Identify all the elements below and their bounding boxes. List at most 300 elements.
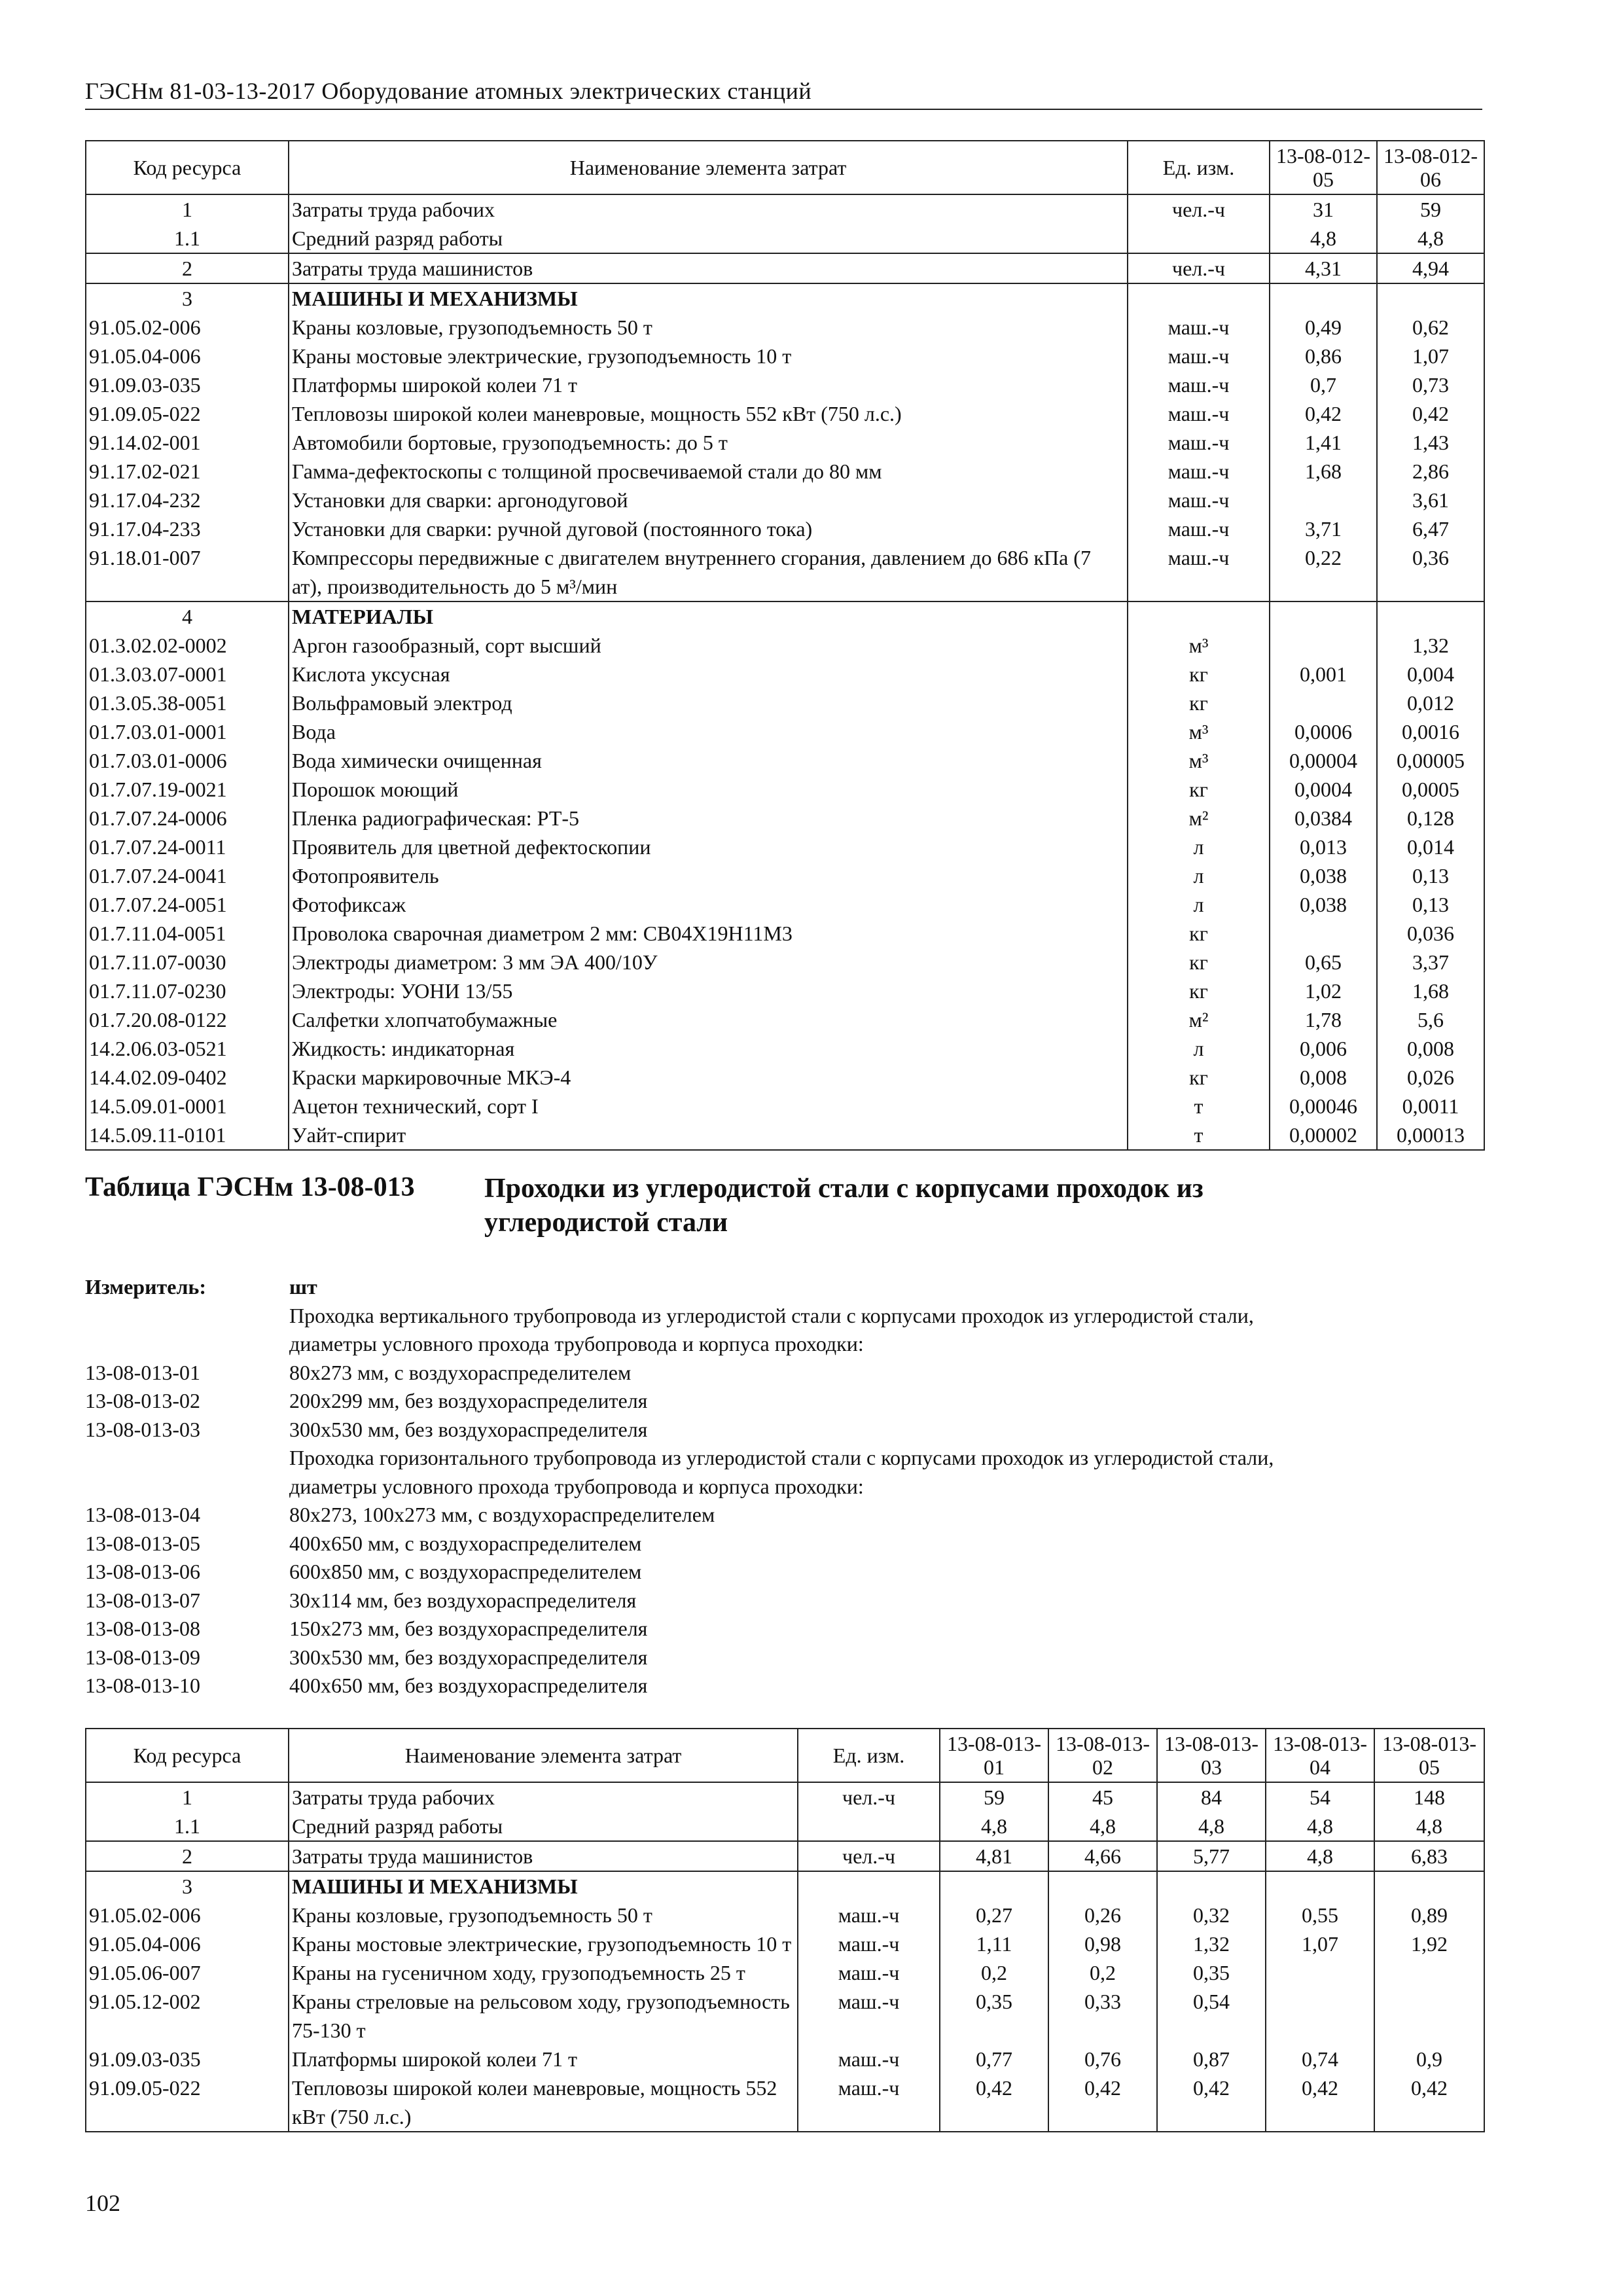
table-row	[86, 948, 1484, 977]
resource-name: МАТЕРИАЛЫ	[289, 601, 1128, 631]
norm-value: 0,35	[1157, 1958, 1266, 1987]
table-row	[86, 1121, 1484, 1150]
resource-name: Аргон газообразный, сорт высший	[289, 631, 1128, 660]
resource-code: 91.17.04-232	[86, 486, 289, 514]
measure-line	[85, 1416, 1492, 1444]
norm-value: 0,22	[1270, 543, 1377, 601]
norm-value: 0,2	[1048, 1958, 1157, 1987]
resource-unit: л	[1128, 1034, 1270, 1063]
norm-code: 13-08-013-03	[85, 1417, 200, 1441]
resource-name: Краны стреловые на рельсовом ходу, грузоподъемность 75-130 т	[289, 1987, 798, 2045]
norm-value: 4,8	[940, 1812, 1048, 1841]
norm-value: 0,036	[1377, 919, 1484, 948]
table-row	[86, 833, 1484, 861]
resource-code: 01.7.07.24-0051	[86, 890, 289, 919]
resource-unit	[1128, 283, 1270, 313]
norm-value: 0,0011	[1377, 1092, 1484, 1121]
norm-value: 0,008	[1270, 1063, 1377, 1092]
table-row	[86, 601, 1484, 631]
page-number: 102	[85, 2190, 120, 2216]
col-header-code: Код ресурса	[86, 141, 289, 194]
resource-unit	[798, 1812, 940, 1841]
norm-value: 0,42	[1270, 399, 1377, 428]
norm-value: 0,33	[1048, 1987, 1157, 2045]
norm-value: 0,65	[1270, 948, 1377, 977]
resource-unit: маш.-ч	[1128, 457, 1270, 486]
norm-value: 0,0006	[1270, 717, 1377, 746]
resource-code: 91.05.02-006	[86, 313, 289, 342]
page-header: ГЭСНм 81-03-13-2017 Оборудование атомных электрических станций	[85, 77, 1482, 110]
resource-code: 91.09.05-022	[86, 399, 289, 428]
resource-code: 01.7.07.19-0021	[86, 775, 289, 804]
norm-value: 0,013	[1270, 833, 1377, 861]
measure-unit: шт	[289, 1275, 317, 1299]
resource-name: Кислота уксусная	[289, 660, 1128, 689]
resource-code: 01.7.07.24-0006	[86, 804, 289, 833]
table-row	[86, 861, 1484, 890]
table-row	[86, 1841, 1484, 1871]
resource-unit: маш.-ч	[798, 1958, 940, 1987]
norm-value: 31	[1270, 194, 1377, 224]
resource-name: МАШИНЫ И МЕХАНИЗМЫ	[289, 283, 1128, 313]
norm-value: 0,001	[1270, 660, 1377, 689]
resource-unit: маш.-ч	[1128, 543, 1270, 601]
table-row	[86, 717, 1484, 746]
norm-code: 13-08-013-06	[85, 1560, 200, 1583]
resource-code: 01.7.07.24-0041	[86, 861, 289, 890]
norm-value	[1377, 283, 1484, 313]
resource-code: 3	[86, 283, 289, 313]
norm-description: Проходка вертикального трубопровода из углеродистой стали с корпусами проходок из углеродистой стали,	[289, 1303, 1254, 1327]
measure-line	[85, 1558, 1492, 1587]
resource-code: 91.09.05-022	[86, 2073, 289, 2132]
norm-value: 0,026	[1377, 1063, 1484, 1092]
norm-value: 0,42	[940, 2073, 1048, 2132]
norm-value: 2,86	[1377, 457, 1484, 486]
norm-value: 1,92	[1374, 1929, 1484, 1958]
resource-unit: маш.-ч	[798, 2045, 940, 2073]
resource-unit: м²	[1128, 804, 1270, 833]
norm-value: 1,07	[1377, 342, 1484, 370]
norm-value: 0,35	[940, 1987, 1048, 2045]
col-header-norm-4: 13-08-013-04	[1266, 1729, 1374, 1782]
norm-description: 80х273, 100х273 мм, с воздухораспределителем	[289, 1503, 715, 1526]
norm-value: 0,86	[1270, 342, 1377, 370]
resource-unit: м³	[1128, 717, 1270, 746]
resource-name: Фотофиксаж	[289, 890, 1128, 919]
norm-value: 1,78	[1270, 1005, 1377, 1034]
resource-unit: л	[1128, 861, 1270, 890]
resource-code: 01.7.11.04-0051	[86, 919, 289, 948]
resource-code: 91.05.04-006	[86, 1929, 289, 1958]
resource-unit: л	[1128, 890, 1270, 919]
table-row	[86, 1987, 1484, 2045]
measure-line	[85, 1359, 1492, 1388]
resource-name: Вода	[289, 717, 1128, 746]
resource-unit: м²	[1128, 1005, 1270, 1034]
table-title: Проходки из углеродистой стали с корпусами проходок из углеродистой стали	[484, 1174, 1204, 1238]
resource-name: Порошок моющий	[289, 775, 1128, 804]
resource-code: 91.05.06-007	[86, 1958, 289, 1987]
norm-value: 1,32	[1377, 631, 1484, 660]
table-row	[86, 689, 1484, 717]
table-row	[86, 1812, 1484, 1841]
norm-code: 13-08-013-05	[85, 1531, 200, 1555]
resource-name: Тепловозы широкой колеи маневровые, мощность 552 кВт (750 л.с.)	[289, 399, 1128, 428]
norm-description: Проходка горизонтального трубопровода из углеродистой стали с корпусами проходок из углеродистой стали,	[289, 1446, 1274, 1469]
resource-unit: кг	[1128, 660, 1270, 689]
norm-value: 3,61	[1377, 486, 1484, 514]
norm-value: 0,00013	[1377, 1121, 1484, 1150]
table-row	[86, 1871, 1484, 1901]
norm-value: 6,83	[1374, 1841, 1484, 1871]
norm-value: 0,98	[1048, 1929, 1157, 1958]
norm-value	[1374, 1958, 1484, 1987]
norm-value: 0,42	[1048, 2073, 1157, 2132]
norm-value: 0,038	[1270, 890, 1377, 919]
resource-code: 01.3.03.07-0001	[86, 660, 289, 689]
resource-name: Платформы широкой колеи 71 т	[289, 370, 1128, 399]
table-row	[86, 2073, 1484, 2132]
resource-unit	[1128, 601, 1270, 631]
norm-value: 4,8	[1270, 224, 1377, 253]
resource-name: Проволока сварочная диаметром 2 мм: СВ04Х19Н11М3	[289, 919, 1128, 948]
table-row	[86, 919, 1484, 948]
measure-line	[85, 1643, 1492, 1672]
resource-name: Затраты труда рабочих	[289, 194, 1128, 224]
resource-code: 3	[86, 1871, 289, 1901]
norm-value: 0,27	[940, 1901, 1048, 1929]
resource-code: 01.7.03.01-0006	[86, 746, 289, 775]
resource-name: Вольфрамовый электрод	[289, 689, 1128, 717]
col-header-norm-1: 13-08-012-05	[1270, 141, 1377, 194]
norm-value: 0,00002	[1270, 1121, 1377, 1150]
resource-unit: маш.-ч	[1128, 486, 1270, 514]
resource-code: 91.17.04-233	[86, 514, 289, 543]
col-header-name: Наименование элемента затрат	[289, 1729, 798, 1782]
resource-unit: маш.-ч	[1128, 342, 1270, 370]
norm-code: 13-08-013-04	[85, 1503, 200, 1526]
table-header-row	[86, 1729, 1484, 1782]
resource-code: 01.3.05.38-0051	[86, 689, 289, 717]
table-row	[86, 224, 1484, 253]
measure-line	[85, 1444, 1492, 1473]
norm-value: 0,62	[1377, 313, 1484, 342]
resource-code: 91.09.03-035	[86, 2045, 289, 2073]
resource-unit: кг	[1128, 977, 1270, 1005]
norm-value: 0,87	[1157, 2045, 1266, 2073]
resource-unit: чел.-ч	[798, 1782, 940, 1812]
norm-value: 84	[1157, 1782, 1266, 1812]
norm-value: 0,54	[1157, 1987, 1266, 2045]
norm-value: 0,32	[1157, 1901, 1266, 1929]
norm-value: 0,7	[1270, 370, 1377, 399]
norm-description: 400х650 мм, без воздухораспределителя	[289, 1674, 648, 1697]
resource-unit: маш.-ч	[1128, 428, 1270, 457]
norm-code: 13-08-013-08	[85, 1617, 200, 1640]
col-header-name: Наименование элемента затрат	[289, 141, 1128, 194]
norm-value: 54	[1266, 1782, 1374, 1812]
norm-value: 4,8	[1157, 1812, 1266, 1841]
norm-value: 1,02	[1270, 977, 1377, 1005]
norm-value: 0,55	[1266, 1901, 1374, 1929]
measure-line	[85, 1473, 1492, 1501]
norm-code: 13-08-013-01	[85, 1360, 200, 1384]
norm-value	[1157, 1871, 1266, 1901]
norm-value: 0,89	[1374, 1901, 1484, 1929]
norm-value: 0,2	[940, 1958, 1048, 1987]
resource-code: 14.5.09.01-0001	[86, 1092, 289, 1121]
norm-value	[1374, 1987, 1484, 2045]
measure-line	[85, 1672, 1492, 1700]
norm-value: 4,94	[1377, 253, 1484, 283]
resource-unit: маш.-ч	[1128, 399, 1270, 428]
resource-name: Жидкость: индикаторная	[289, 1034, 1128, 1063]
norm-value: 0,006	[1270, 1034, 1377, 1063]
resource-name: Тепловозы широкой колеи маневровые, мощность 552 кВт (750 л.с.)	[289, 2073, 798, 2132]
measure-row	[85, 1273, 1492, 1302]
resource-code: 91.18.01-007	[86, 543, 289, 601]
norm-value: 0,13	[1377, 890, 1484, 919]
resource-unit: маш.-ч	[798, 1987, 940, 2045]
measure-line	[85, 1587, 1492, 1615]
resource-code: 1	[86, 1782, 289, 1812]
resource-table-2	[85, 1728, 1485, 2132]
resource-unit: маш.-ч	[798, 2073, 940, 2132]
norm-value: 0,00046	[1270, 1092, 1377, 1121]
norm-value	[1266, 1987, 1374, 2045]
col-header-norm-2: 13-08-012-06	[1377, 141, 1484, 194]
norm-value: 0,77	[940, 2045, 1048, 2073]
norm-value: 3,37	[1377, 948, 1484, 977]
table-row	[86, 399, 1484, 428]
table-row	[86, 804, 1484, 833]
resource-unit: кг	[1128, 689, 1270, 717]
norm-description: диаметры условного прохода трубопровода и корпуса проходки:	[289, 1332, 864, 1355]
resource-unit: м³	[1128, 746, 1270, 775]
norm-value: 4,8	[1266, 1812, 1374, 1841]
norm-value: 0,008	[1377, 1034, 1484, 1063]
resource-code: 01.7.07.24-0011	[86, 833, 289, 861]
norm-value: 1,41	[1270, 428, 1377, 457]
col-header-code: Код ресурса	[86, 1729, 289, 1782]
table-row	[86, 1005, 1484, 1034]
resource-code: 01.7.11.07-0230	[86, 977, 289, 1005]
resource-unit: кг	[1128, 775, 1270, 804]
resource-unit: т	[1128, 1092, 1270, 1121]
resource-unit: чел.-ч	[1128, 194, 1270, 224]
norm-value: 0,004	[1377, 660, 1484, 689]
measure-line	[85, 1387, 1492, 1416]
table-row	[86, 631, 1484, 660]
norm-value: 0,014	[1377, 833, 1484, 861]
resource-name: Краски маркировочные МКЭ-4	[289, 1063, 1128, 1092]
norm-value	[1270, 283, 1377, 313]
resource-name: Гамма-дефектоскопы с толщиной просвечиваемой стали до 80 мм	[289, 457, 1128, 486]
table-row	[86, 1958, 1484, 1987]
resource-code: 1.1	[86, 1812, 289, 1841]
measure-line	[85, 1530, 1492, 1558]
norm-value	[1270, 689, 1377, 717]
norm-value: 0,42	[1374, 2073, 1484, 2132]
norm-value: 0,012	[1377, 689, 1484, 717]
norm-value: 45	[1048, 1782, 1157, 1812]
resource-unit: л	[1128, 833, 1270, 861]
norm-code	[85, 1302, 289, 1331]
norm-value: 0,00004	[1270, 746, 1377, 775]
norm-value: 59	[940, 1782, 1048, 1812]
norm-value: 3,71	[1270, 514, 1377, 543]
resource-name: Установки для сварки: ручной дуговой (постоянного тока)	[289, 514, 1128, 543]
norm-description: 200х299 мм, без воздухораспределителя	[289, 1389, 648, 1412]
resource-name: Электроды диаметром: 3 мм ЭА 400/10У	[289, 948, 1128, 977]
norm-value: 4,8	[1374, 1812, 1484, 1841]
resource-code: 14.2.06.03-0521	[86, 1034, 289, 1063]
norm-value: 0,36	[1377, 543, 1484, 601]
norm-value: 1,07	[1266, 1929, 1374, 1958]
norm-value: 5,6	[1377, 1005, 1484, 1034]
norm-value	[1270, 919, 1377, 948]
norm-value: 1,68	[1377, 977, 1484, 1005]
table-row	[86, 370, 1484, 399]
norm-value: 0,13	[1377, 861, 1484, 890]
norm-value: 4,8	[1377, 224, 1484, 253]
resource-code: 91.05.02-006	[86, 1901, 289, 1929]
table-row	[86, 977, 1484, 1005]
resource-name: Затраты труда машинистов	[289, 253, 1128, 283]
table-row	[86, 514, 1484, 543]
resource-name: МАШИНЫ И МЕХАНИЗМЫ	[289, 1871, 798, 1901]
resource-name: Ацетон технический, сорт I	[289, 1092, 1128, 1121]
resource-unit: кг	[1128, 948, 1270, 977]
resource-name: Вода химически очищенная	[289, 746, 1128, 775]
norm-value: 59	[1377, 194, 1484, 224]
col-header-norm-2: 13-08-013-02	[1048, 1729, 1157, 1782]
resource-code: 14.4.02.09-0402	[86, 1063, 289, 1092]
measure-label: Измеритель:	[85, 1275, 206, 1299]
norm-value	[1270, 486, 1377, 514]
resource-unit: маш.-ч	[798, 1901, 940, 1929]
norm-description: 300х530 мм, без воздухораспределителя	[289, 1645, 648, 1669]
resource-code: 01.7.03.01-0001	[86, 717, 289, 746]
table-row	[86, 194, 1484, 224]
resource-code: 4	[86, 601, 289, 631]
table-row	[86, 1063, 1484, 1092]
norm-code	[85, 1330, 289, 1359]
norm-value	[940, 1871, 1048, 1901]
resource-code: 01.7.11.07-0030	[86, 948, 289, 977]
norm-code: 13-08-013-07	[85, 1588, 200, 1612]
resource-name: Затраты труда машинистов	[289, 1841, 798, 1871]
resource-code: 91.14.02-001	[86, 428, 289, 457]
norm-value	[1374, 1871, 1484, 1901]
resource-code: 91.17.02-021	[86, 457, 289, 486]
table-header-row	[86, 141, 1484, 194]
norm-description: 150х273 мм, без воздухораспределителя	[289, 1617, 648, 1640]
norm-value: 148	[1374, 1782, 1484, 1812]
resource-unit: маш.-ч	[1128, 514, 1270, 543]
norm-value: 5,77	[1157, 1841, 1266, 1871]
resource-code: 91.05.04-006	[86, 342, 289, 370]
norm-value	[1266, 1958, 1374, 1987]
resource-code: 01.3.02.02-0002	[86, 631, 289, 660]
measure-block	[85, 1273, 1492, 1700]
resource-name: Проявитель для цветной дефектоскопии	[289, 833, 1128, 861]
measure-line	[85, 1501, 1492, 1530]
resource-unit: чел.-ч	[798, 1841, 940, 1871]
resource-unit	[798, 1871, 940, 1901]
norm-value: 0,42	[1377, 399, 1484, 428]
table-row	[86, 746, 1484, 775]
table-label: Таблица ГЭСНм 13-08-013	[85, 1172, 415, 1202]
resource-code: 1	[86, 194, 289, 224]
norm-value: 0,038	[1270, 861, 1377, 890]
resource-unit: кг	[1128, 919, 1270, 948]
norm-value: 0,0384	[1270, 804, 1377, 833]
norm-value: 4,31	[1270, 253, 1377, 283]
resource-unit: т	[1128, 1121, 1270, 1150]
table-row	[86, 1034, 1484, 1063]
norm-code: 13-08-013-10	[85, 1674, 200, 1697]
resource-name: Краны мостовые электрические, грузоподъемность 10 т	[289, 342, 1128, 370]
resource-code: 14.5.09.11-0101	[86, 1121, 289, 1150]
col-header-unit: Ед. изм.	[1128, 141, 1270, 194]
table-row	[86, 775, 1484, 804]
table-row	[86, 1929, 1484, 1958]
norm-code	[85, 1473, 289, 1501]
table-row	[86, 1901, 1484, 1929]
norm-value	[1270, 631, 1377, 660]
norm-value: 0,49	[1270, 313, 1377, 342]
table-row	[86, 660, 1484, 689]
norm-description: диаметры условного прохода трубопровода и корпуса проходки:	[289, 1474, 864, 1498]
norm-value: 4,8	[1266, 1841, 1374, 1871]
measure-line	[85, 1302, 1492, 1331]
resource-unit	[1128, 224, 1270, 253]
norm-value	[1266, 1871, 1374, 1901]
resource-name: Уайт-спирит	[289, 1121, 1128, 1150]
resource-name: Автомобили бортовые, грузоподъемность: до 5 т	[289, 428, 1128, 457]
resource-name: Салфетки хлопчатобумажные	[289, 1005, 1128, 1034]
resource-name: Краны козловые, грузоподъемность 50 т	[289, 313, 1128, 342]
norm-value: 0,73	[1377, 370, 1484, 399]
norm-value: 0,128	[1377, 804, 1484, 833]
norm-value: 4,66	[1048, 1841, 1157, 1871]
table-row	[86, 313, 1484, 342]
norm-code: 13-08-013-02	[85, 1389, 200, 1412]
resource-name: Платформы широкой колеи 71 т	[289, 2045, 798, 2073]
norm-code	[85, 1444, 289, 1473]
norm-value: 1,11	[940, 1929, 1048, 1958]
norm-value: 0,0016	[1377, 717, 1484, 746]
norm-value: 1,68	[1270, 457, 1377, 486]
table-row	[86, 428, 1484, 457]
norm-value: 1,32	[1157, 1929, 1266, 1958]
col-header-norm-1: 13-08-013-01	[940, 1729, 1048, 1782]
resource-code: 01.7.20.08-0122	[86, 1005, 289, 1034]
norm-value	[1270, 601, 1377, 631]
norm-description: 30х114 мм, без воздухораспределителя	[289, 1588, 637, 1612]
resource-name: Компрессоры передвижные с двигателем внутреннего сгорания, давлением до 686 кПа (7 ат), производительность до 5 м³/мин	[289, 543, 1128, 601]
resource-name: Средний разряд работы	[289, 1812, 798, 1841]
col-header-norm-3: 13-08-013-03	[1157, 1729, 1266, 1782]
norm-value: 1,43	[1377, 428, 1484, 457]
table-row	[86, 457, 1484, 486]
resource-name: Фотопроявитель	[289, 861, 1128, 890]
resource-code: 1.1	[86, 224, 289, 253]
table-row	[86, 890, 1484, 919]
resource-name: Установки для сварки: аргонодуговой	[289, 486, 1128, 514]
